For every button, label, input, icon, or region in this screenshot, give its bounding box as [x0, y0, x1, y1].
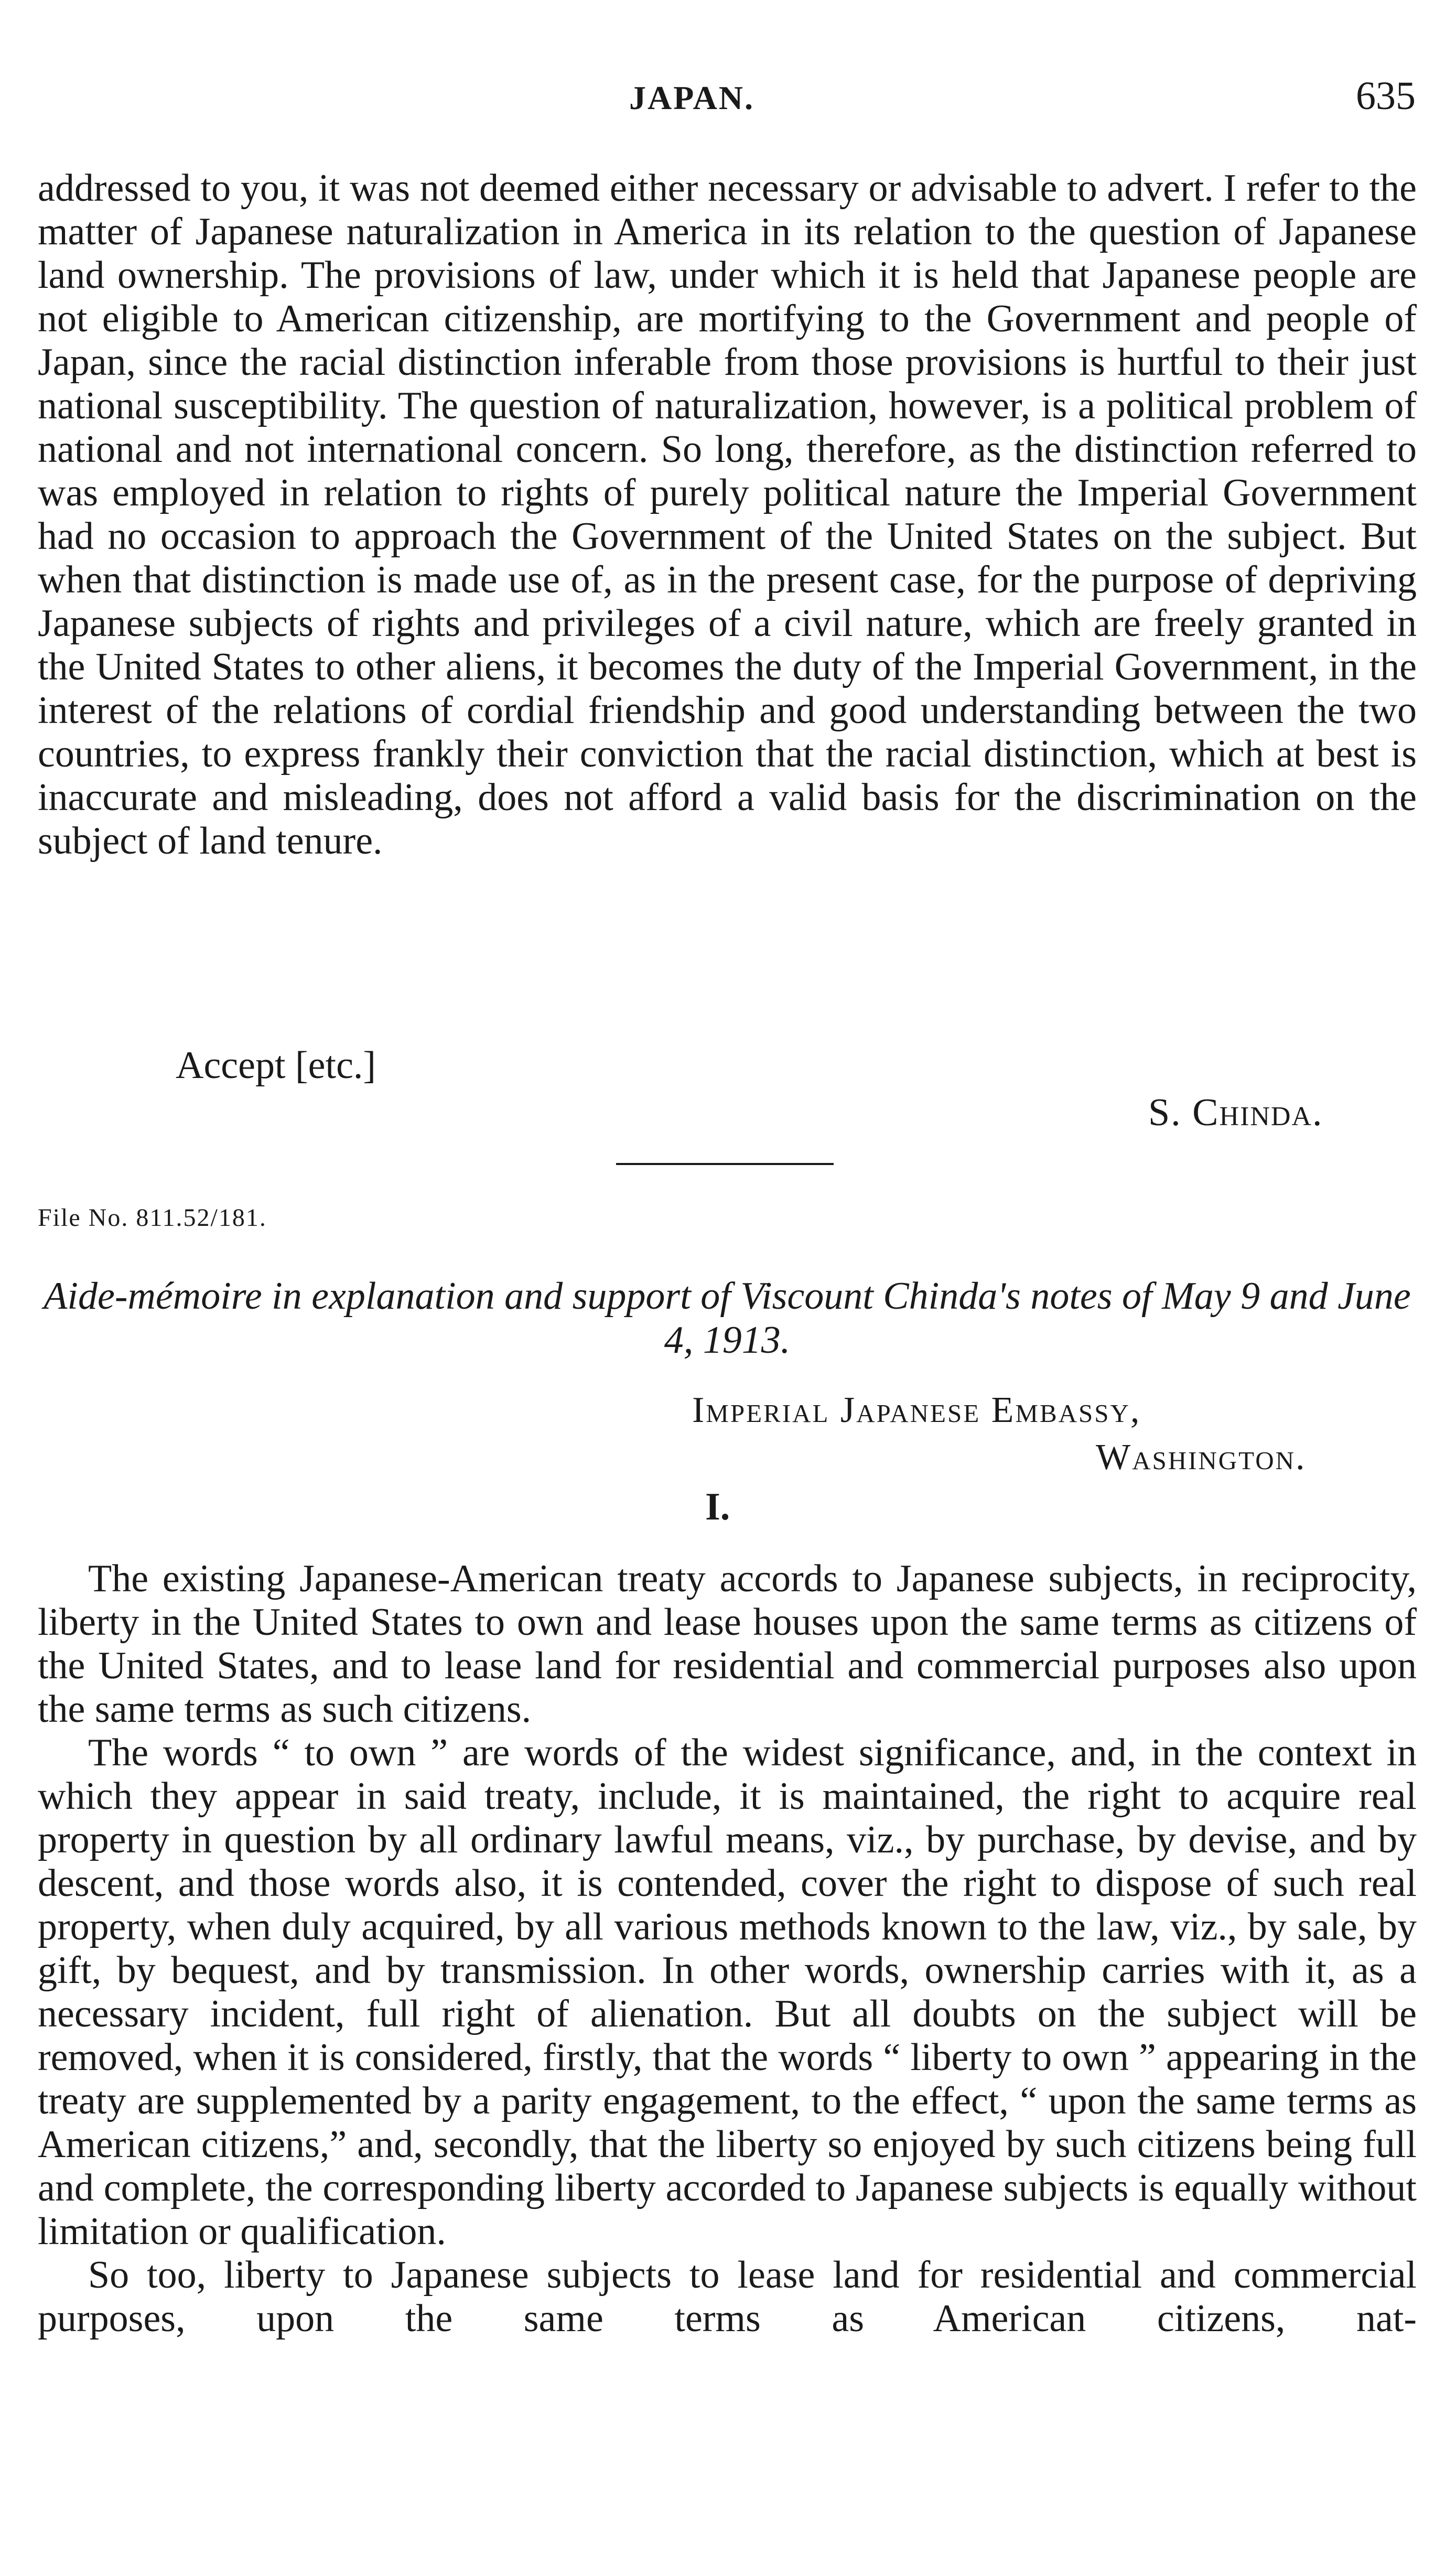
- sender-embassy: Imperial Japanese Embassy,: [692, 1390, 1141, 1430]
- signature: S. Chinda.: [1148, 1091, 1323, 1134]
- page-number: 635: [1356, 74, 1416, 118]
- running-head: JAPAN.: [629, 79, 754, 116]
- aide-memoire-body: [38, 1557, 1417, 2341]
- body-paragraph: The existing Japanese-American treaty accords to Japanese subjects, in reciprocity, liberty in the United States to own and lease houses upon the same terms as citizens of the United States, and to lease land for residential and commercial purposes also upon the same terms as such citizens.: [38, 1557, 1417, 1731]
- note-body-paragraph: [38, 167, 1417, 863]
- note-paragraph-text: addressed to you, it was not deemed either necessary or advisable to advert. I refer to the matter of Japanese naturalization in America in its relation to the question of Japanese land ownership. The provisions of law, under which it is held that Japanese people are not eligible to American citizenship, are mortifying to the Government and people of Japan, since the racial distinction inferable from those provisions is hurtful to their just national susceptibility. The question of naturalization, however, is a political problem of national and not international concern. So long, therefore, as the distinction referred to was employed in relation to rights of purely political nature the Imperial Government had no occasion to approach the Government of the United States on the subject. But when that distinction is made use of, as in the present case, for the purpose of depriving Japanese subjects of rights and privileges of a civil nature, which are freely granted in the United States to other aliens, it becomes the duty of the Imperial Government, in the interest of the relations of cordial friendship and good understanding between the two countries, to express frankly their conviction that the racial distinction, which at best is inaccurate and misleading, does not afford a valid basis for the discrimination on the subject of land tenure.: [38, 167, 1417, 863]
- file-number: File No. 811.52/181.: [38, 1204, 267, 1232]
- body-paragraph: The words “ to own ” are words of the widest significance, and, in the context in which they appear in said treaty, include, it is maintained, the right to acquire real property in question by all ordinary lawful means, viz., by purchase, by devise, and by descent, and those words also, it is contended, cover the right to dispose of such real property, when duly acquired, by all various methods known to the law, viz., by sale, by gift, by bequest, and by transmission. In other words, ownership carries with it, as a necessary incident, full right of alienation. But all doubts on the subject will be removed, when it is considered, firstly, that the words “ liberty to own ” appearing in the treaty are supplemented by a parity engagement, to the effect, “ upon the same terms as American citizens,” and, secondly, that the liberty so enjoyed by such citizens being full and complete, the corresponding liberty accorded to Japanese subjects is equally without limitation or qualification.: [38, 1731, 1417, 2253]
- aide-memoire-title: Aide-mémoire in explanation and support of Viscount Chinda's notes of May 9 and June 4, 1913.: [44, 1275, 1411, 1362]
- section-number: I.: [705, 1485, 730, 1528]
- sender-city: Washington.: [1096, 1437, 1307, 1478]
- section-divider: [616, 1163, 834, 1165]
- body-paragraph: So too, liberty to Japanese subjects to lease land for residential and commercial purposes, upon the same terms as American citizens, nat-: [38, 2254, 1417, 2340]
- closing-formula: Accept [etc.]: [176, 1044, 376, 1087]
